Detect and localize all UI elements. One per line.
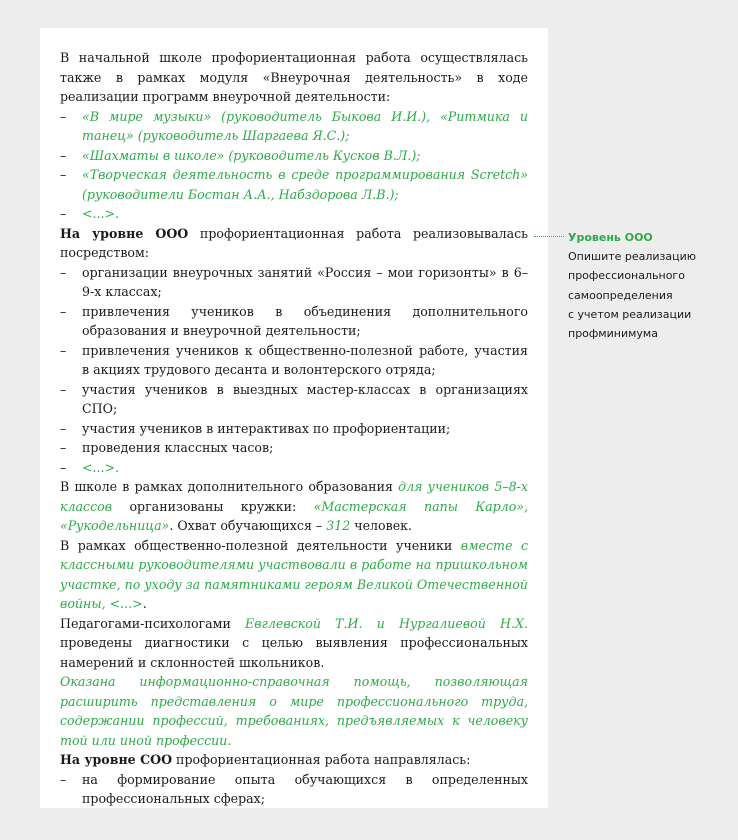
paragraph-extra-education: В школе в рамках дополнительного образования для учеников 5–8-х классов организованы кружки: «Мастерская папы Карло», «Рукодельница». Охват обучающихся – 312 человек. — [60, 479, 528, 533]
paragraph-info-help: Оказана информационно-справочная помощь, позволяющая расширить представления о мире профессионального труда, содержании профессий, требованиях, предъявляемых к человеку той или иной профессии. — [60, 674, 528, 748]
list-item: – <...>. — [60, 459, 120, 475]
list-item: – привлечения учеников в объединения дополнительного образования и внеурочной деятельности; — [60, 303, 528, 338]
sidenote-line: с учетом реализации — [568, 307, 692, 321]
list-soo — [60, 770, 528, 809]
list-item: – «Творческая деятельность в среде программирования Scretch» (руководители Бостан А.А., Набздорова Л.В.); — [60, 167, 528, 202]
list-item: – проведения классных часов; — [60, 440, 274, 455]
list-item: – <...>. — [60, 206, 120, 221]
sidenote-line: Опишите реализацию — [568, 250, 697, 264]
list-item: – на формирование опыта обучающихся в определенных профессиональных сферах; — [60, 771, 528, 806]
list-item: – участия учеников в интерактивах по профориентации; — [60, 420, 451, 436]
list-ooo-activities — [60, 263, 528, 478]
paragraph-psychologists: Педагогами-психологами Евглевской Т.И. и Нургалиевой Н.Х. проведены диагностики с целью выявления профессиональных намерений и склонностей школьников. — [60, 615, 528, 670]
list-item: – участия учеников в выездных мастер-классах в организациях СПО; — [60, 381, 528, 416]
list-item: – «В мире музыки» (руководитель Быкова И.И.), «Ритмика и танец» (руководитель Шаргаева Я.С.); — [60, 108, 528, 143]
heading-soo: На уровне СОО — [60, 752, 173, 767]
document-body — [60, 48, 528, 809]
paragraph-intro: В начальной школе профориентационная работа осуществлялась также в рамках модуля «Внеурочная деятельность» в ходе реализации программ внеурочной деятельности: — [60, 50, 528, 104]
sidenote-line: профминимума — [568, 327, 658, 341]
sidenote-leader-line — [534, 236, 564, 237]
heading-ooo: На уровне ООО — [60, 225, 189, 241]
sidenote — [568, 228, 728, 343]
paragraph-ooo: На уровне ООО профориентационная работа реализовывалась посредством: — [60, 225, 528, 260]
list-item: – «Шахматы в школе» (руководитель Кусков В.Л.); — [60, 147, 421, 163]
document-page — [40, 28, 548, 808]
list-item: – привлечения учеников к общественно-полезной работе, участия в акциях трудового десанта и волонтерского отряда; — [60, 342, 528, 377]
paragraph-soo: На уровне СОО профориентационная работа направлялась: — [60, 752, 471, 767]
list-programs — [60, 107, 528, 224]
list-item: – организации внеурочных занятий «Россия – мои горизонты» в 6–9-х классах; — [60, 264, 528, 299]
sidenote-line: самоопределения — [568, 288, 673, 302]
paragraph-public-work: В рамках общественно-полезной деятельности ученики вместе с классными руководителями участвовали в работе на пришкольном участке, по уходу за памятниками героям Великой Отечественной войны, <...>. — [60, 537, 528, 611]
sidenote-line: профессионального — [568, 269, 685, 283]
sidenote-title: Уровень ООО — [568, 231, 653, 244]
